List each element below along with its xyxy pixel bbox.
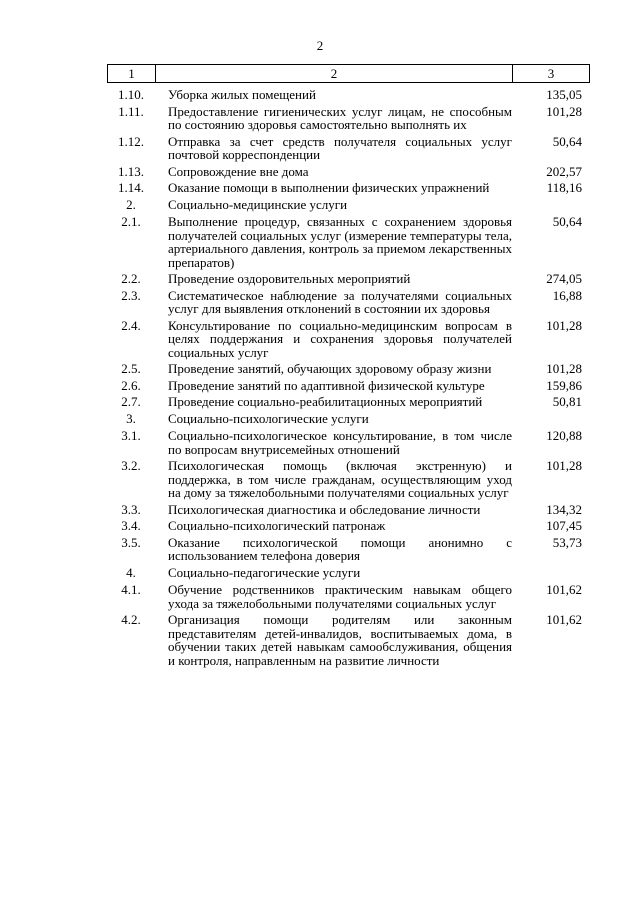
service-price: [512, 198, 590, 213]
table-row: [107, 105, 590, 132]
row-number: 4.2.: [121, 612, 141, 627]
row-number: 3.5.: [121, 534, 141, 550]
row-number: 3.1.: [121, 428, 141, 443]
section-row: [107, 566, 590, 581]
service-name: Социально-психологическое консультирование, в том числе по вопросам внутрисемейных отношений: [168, 428, 512, 457]
service-price: 53,73: [552, 534, 582, 550]
table-row: [107, 88, 590, 102]
table-row: [107, 272, 590, 286]
table-row: [107, 135, 590, 162]
service-price: 202,57: [546, 163, 582, 179]
service-name: Обучение родственников практическим навыкам общего ухода за тяжелобольными получателями социальных услуг: [168, 582, 512, 611]
service-price: [512, 566, 590, 581]
row-number: 3.2.: [121, 458, 141, 473]
row-number: 2.1.: [121, 214, 141, 229]
service-name: Отправка за счет средств получателя социальных услуг почтовой корреспонденции: [168, 133, 512, 162]
service-name: Психологическая помощь (включая экстренную) и поддержка, в том числе гражданам, осуществляющим уход на дому за тяжелобольными получателями социальных услуг: [168, 458, 512, 500]
row-number: 2.3.: [121, 287, 141, 303]
service-name: Проведение занятий по адаптивной физической культуре: [168, 377, 485, 393]
service-price: 50,64: [552, 133, 582, 149]
row-number: 3.4.: [121, 518, 141, 533]
table-row: [107, 429, 590, 456]
service-price: 101,28: [546, 458, 582, 473]
table-row: [107, 519, 590, 533]
row-number: 1.12.: [118, 133, 144, 149]
row-number: 2.: [126, 196, 136, 212]
table-row: [107, 395, 590, 409]
service-name: Психологическая диагностика и обследование личности: [168, 501, 481, 517]
table-row: [107, 165, 590, 179]
service-name: Социально-педагогические услуги: [168, 564, 361, 580]
header-col-2: 2: [156, 65, 513, 82]
service-price: 50,64: [552, 214, 582, 229]
table-row: [107, 583, 590, 610]
header-col-1: 1: [108, 65, 156, 82]
row-number: 3.: [126, 410, 136, 426]
service-name: Проведение социально-реабилитационных мероприятий: [168, 394, 483, 409]
header-col-3: 3: [547, 65, 555, 81]
page-number: 2: [316, 38, 324, 53]
row-number: 4.: [126, 564, 136, 580]
service-name: Социально-психологические услуги: [168, 410, 369, 426]
service-name: Сопровождение вне дома: [168, 163, 309, 179]
service-name: Проведение занятий, обучающих здоровому образу жизни: [168, 361, 492, 376]
table-row: [107, 379, 590, 393]
service-price: 101,28: [546, 361, 582, 376]
service-name: Социально-медицинские услуги: [168, 196, 348, 212]
row-number: 2.7.: [121, 394, 141, 409]
row-number: 1.13.: [118, 163, 144, 179]
service-price: 120,88: [546, 428, 582, 443]
service-price: 101,28: [546, 317, 582, 333]
service-price: [512, 412, 590, 427]
row-number: 4.1.: [121, 582, 141, 597]
service-price: 101,62: [546, 612, 582, 627]
row-number: 2.2.: [121, 271, 141, 286]
table-body: [107, 88, 590, 670]
row-number: 2.4.: [121, 317, 141, 333]
service-price: 50,81: [552, 394, 582, 409]
service-price: 118,16: [546, 180, 582, 195]
table-row: [107, 319, 590, 360]
row-number: 1.11.: [118, 103, 144, 119]
service-name: Организация помощи родителям или законным представителям детей-инвалидов, воспитываемых дома, в обучении таких детей навыкам самообслуживания, общения и контроля, направленным на развитие личности: [168, 612, 512, 668]
service-name: Оказание помощи в выполнении физических упражнений: [168, 180, 490, 195]
service-name: Оказание психологической помощи анонимно с использованием телефона доверия: [168, 534, 512, 563]
service-price: 159,86: [546, 377, 582, 393]
service-price: 101,28: [546, 103, 582, 119]
table-row: [107, 215, 590, 269]
row-number: 3.3.: [121, 501, 141, 517]
service-name: Социально-психологический патронаж: [168, 518, 386, 533]
table-row: [107, 503, 590, 517]
table-row: [107, 536, 590, 563]
service-price: 135,05: [546, 87, 582, 102]
service-name: Предоставление гигиенических услуг лицам, не способным по состоянию здоровья самостоятельно выполнять их: [168, 103, 512, 132]
table-row: [107, 289, 590, 316]
service-price: 101,62: [546, 582, 582, 597]
service-price: 134,32: [546, 501, 582, 517]
service-price: 274,05: [546, 271, 582, 286]
row-number: 1.10.: [118, 87, 144, 102]
row-number: 1.14.: [118, 180, 144, 195]
service-name: Проведение оздоровительных мероприятий: [168, 271, 411, 286]
service-price: 16,88: [552, 287, 582, 303]
table-row: [107, 181, 590, 195]
table-row: [107, 459, 590, 500]
service-name: Систематическое наблюдение за получателями социальных услуг для выявления отклонений в состоянии их здоровья: [168, 287, 512, 316]
service-price: 107,45: [546, 518, 582, 533]
service-name: Консультирование по социально-медицинским вопросам в целях поддержания и сохранения здоровья получателей социальных услуг: [168, 317, 512, 360]
row-number: 2.6.: [121, 377, 141, 393]
row-number: 2.5.: [121, 361, 141, 376]
table-row: [107, 362, 590, 376]
section-row: [107, 412, 590, 427]
service-name: Выполнение процедур, связанных с сохранением здоровья получателей социальных услуг (измерение температуры тела, артериального давления, контроль за приемом лекарственных препаратов): [168, 214, 512, 270]
service-name: Уборка жилых помещений: [168, 87, 316, 102]
section-row: [107, 198, 590, 213]
table-row: [107, 613, 590, 667]
table-header: [107, 64, 590, 83]
